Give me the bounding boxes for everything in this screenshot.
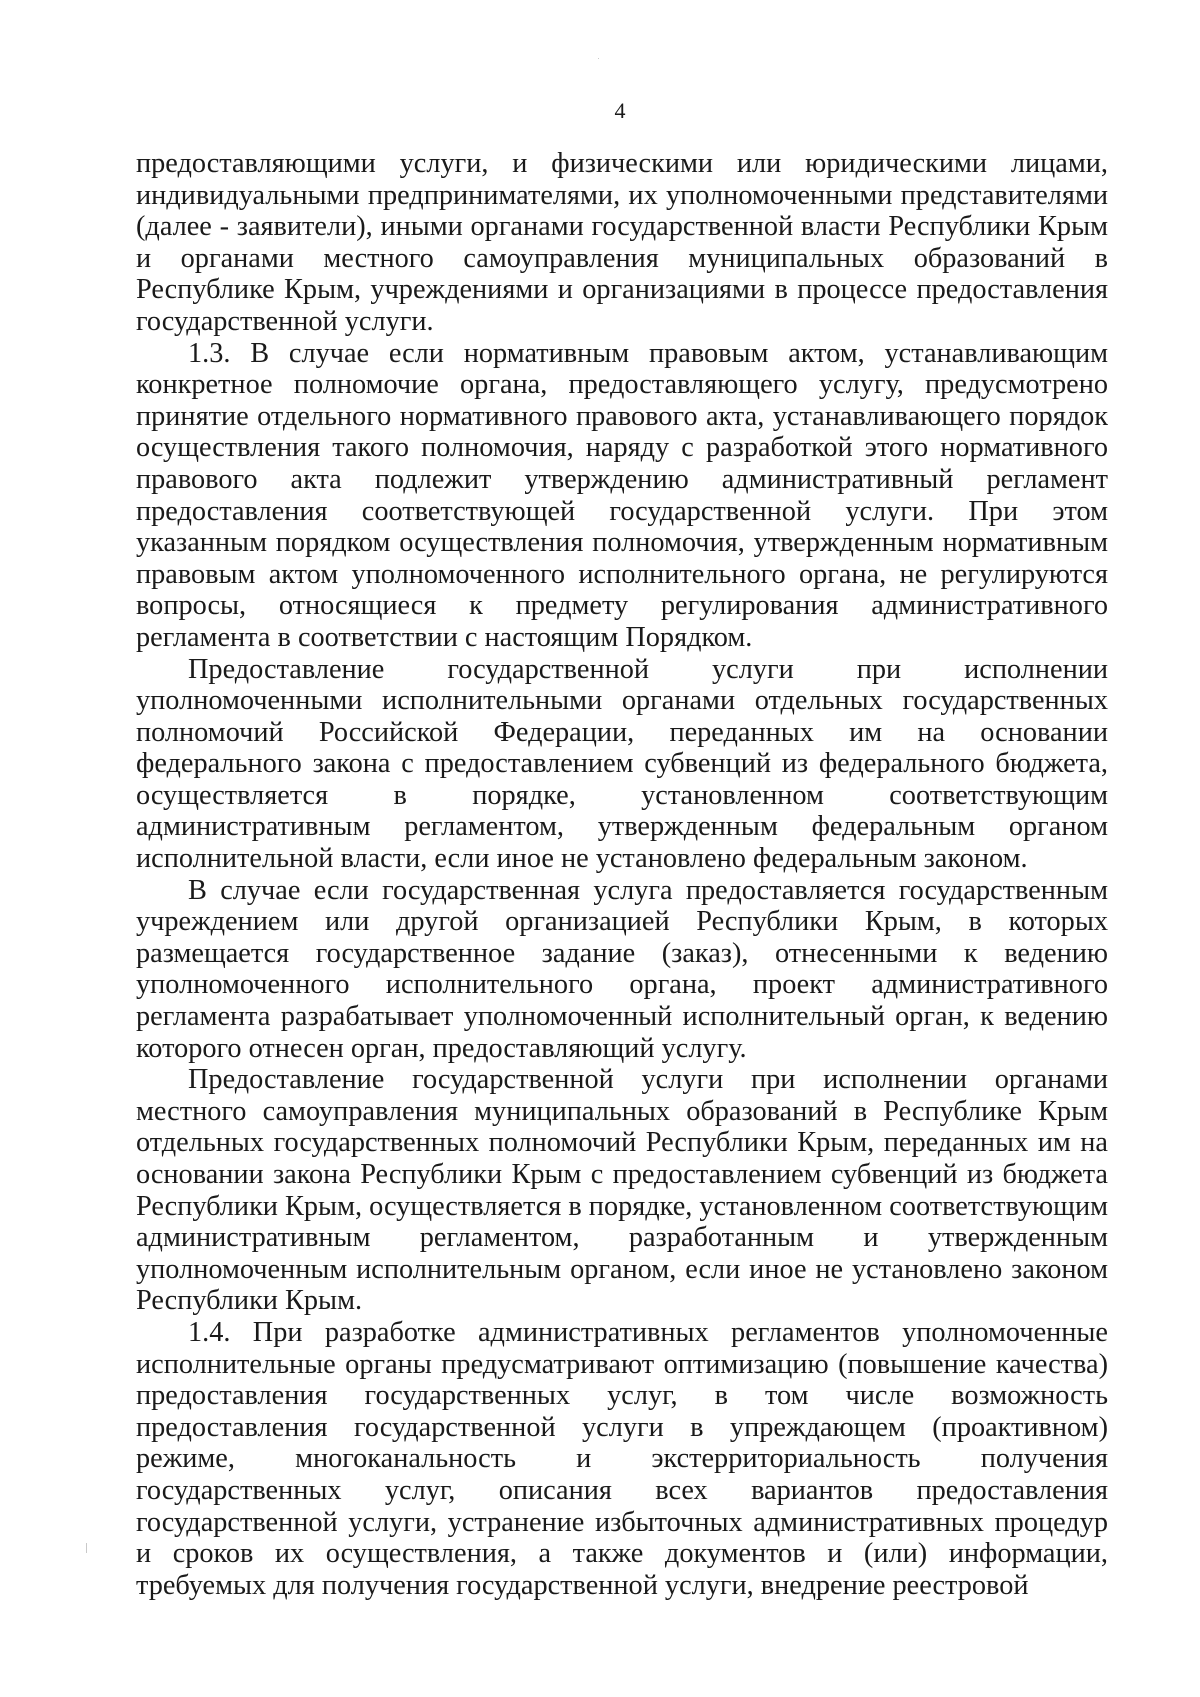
paragraph-1-4: 1.4. При разработке административных регламентов уполномоченные исполнительные органы предусматривают оптимизацию (повышение качества) предоставления государственных услуг, в том числе возможность предоставления государственной услуги в упреждающем (проактивном) режиме, многоканальность и экстерриториальность получения государственных услуг, описания всех вариантов предоставления государственной услуги, устранение избыточных административных процедур и сроков их осуществления, а также документов и (или) информации, требуемых для получения государственной услуги, внедрение реестровой: [136, 1316, 1108, 1601]
page-number: 4: [614, 98, 626, 123]
scan-speck: [598, 58, 599, 59]
paragraph-1-3: 1.3. В случае если нормативным правовым актом, устанавливающим конкретное полномочие органа, предоставляющего услугу, предусмотрено принятие отдельного нормативного правового акта, устанавливающего порядок осуществления такого полномочия, наряду с разработкой этого нормативного правового акта подлежит утверждению административный регламент предоставления соответствующей государственной услуги. При этом указанным порядком осуществления полномочия, утвержденным нормативным правовым актом уполномоченного исполнительного органа, не регулируются вопросы, относящиеся к предмету регулирования административного регламента в соответствии с настоящим Порядком.: [136, 337, 1108, 653]
body-text: [136, 148, 1108, 1601]
paragraph-local-government: Предоставление государственной услуги при исполнении органами местного самоуправления муниципальных образований в Республике Крым отдельных государственных полномочий Республики Крым, переданных им на основании закона Республики Крым с предоставлением субвенций из бюджета Республики Крым, осуществляется в порядке, установленном соответствующим административным регламентом, разработанным и утвержденным уполномоченным исполнительным органом, если иное не установлено законом Республики Крым.: [136, 1064, 1108, 1317]
paragraph-continuation: предоставляющими услуги, и физическими или юридическими лицами, индивидуальными предпринимателями, их уполномоченными представителями (далее - заявители), иными органами государственной власти Республики Крым и органами местного самоуправления муниципальных образований в Республике Крым, учреждениями и организациями в процессе предоставления государственной услуги.: [136, 148, 1108, 337]
scan-speck: [86, 1543, 87, 1553]
paragraph-federal-powers: Предоставление государственной услуги при исполнении уполномоченными исполнительными органами отдельных государственных полномочий Российской Федерации, переданных им на основании федерального закона с предоставлением субвенций из федерального бюджета, осуществляется в порядке, установленном соответствующим административным регламентом, утвержденным федеральным органом исполнительной власти, если иное не установлено федеральным законом.: [136, 653, 1108, 875]
paragraph-state-institution: В случае если государственная услуга предоставляется государственным учреждением или другой организацией Республики Крым, в которых размещается государственное задание (заказ), отнесенными к ведению уполномоченного исполнительного органа, проект административного регламента разрабатывает уполномоченный исполнительный орган, к ведению которого отнесен орган, предоставляющий услугу.: [136, 874, 1108, 1064]
